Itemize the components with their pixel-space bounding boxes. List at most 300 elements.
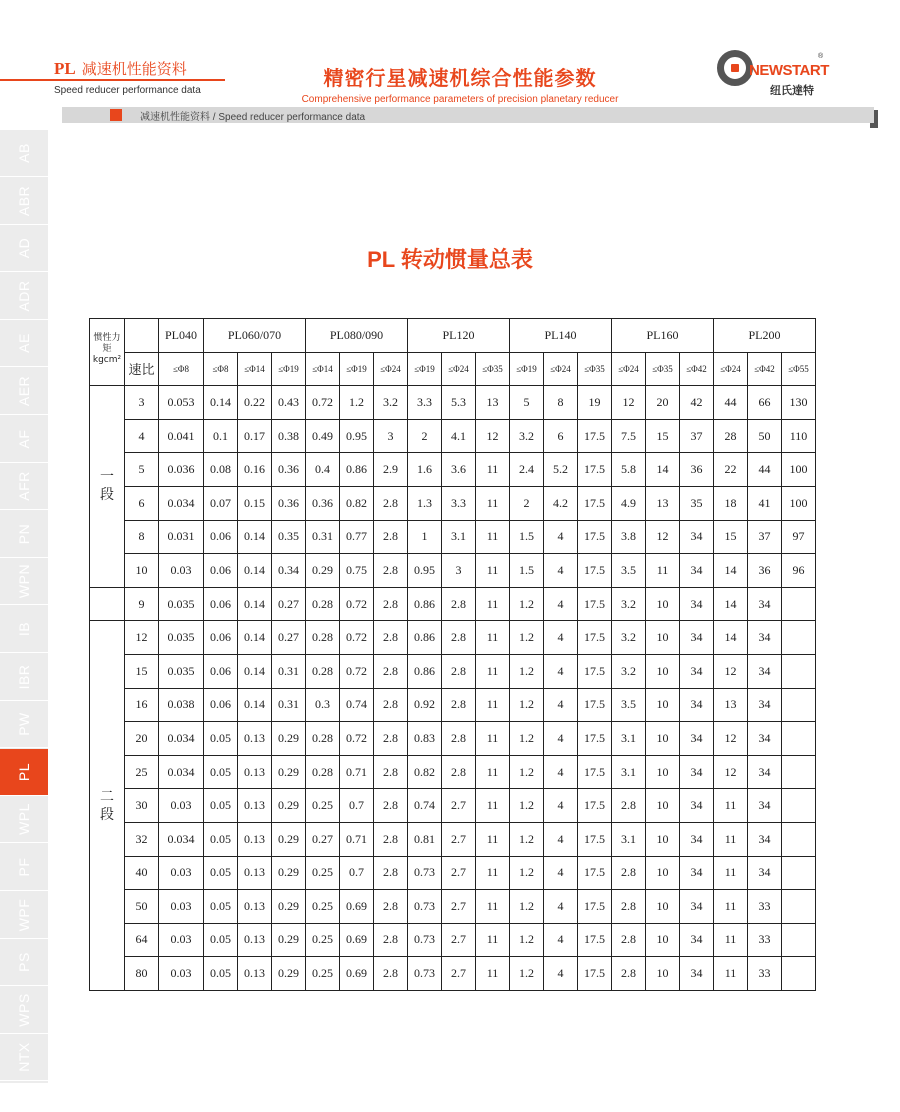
ratio-cell: 16 (125, 688, 159, 722)
inertia-cell: 12 (646, 520, 680, 554)
inertia-cell: 11 (476, 789, 510, 823)
sidebar-tab-label: AE (16, 333, 32, 354)
inertia-cell: 1.2 (510, 890, 544, 924)
sidebar-tab-label: PF (16, 857, 32, 877)
inertia-cell: 1.2 (510, 587, 544, 621)
inertia-cell: 0.14 (204, 386, 238, 420)
document-title: 精密行星减速机综合性能参数 (323, 66, 597, 90)
table-row (90, 822, 816, 856)
inertia-cell: 2.8 (442, 587, 476, 621)
inertia-cell: 0.83 (408, 722, 442, 756)
inertia-cell: 0.06 (204, 587, 238, 621)
inertia-cell: 2.8 (374, 587, 408, 621)
inertia-cell: 0.053 (159, 386, 204, 420)
sidebar-tab-ab[interactable] (0, 130, 48, 177)
inertia-cell: 0.13 (238, 957, 272, 991)
inertia-cell: 0.36 (306, 486, 340, 520)
inertia-cell (782, 654, 816, 688)
section-bar (62, 107, 874, 123)
inertia-cell: 17.5 (578, 890, 612, 924)
inertia-cell: 4.1 (442, 419, 476, 453)
inertia-cell: 0.15 (238, 486, 272, 520)
inertia-cell: 0.7 (340, 856, 374, 890)
inertia-cell: 17.5 (578, 856, 612, 890)
sidebar-tab-ae[interactable] (0, 320, 48, 367)
inertia-cell: 0.29 (272, 755, 306, 789)
inertia-cell: 4 (544, 755, 578, 789)
inertia-cell: 0.041 (159, 419, 204, 453)
inertia-cell: 34 (748, 621, 782, 655)
empty-stage-cell (90, 587, 125, 621)
inertia-cell: 0.72 (340, 587, 374, 621)
table-row (90, 654, 816, 688)
inertia-cell: 1.2 (510, 621, 544, 655)
inertia-cell: 3.2 (612, 587, 646, 621)
section-title (54, 58, 187, 79)
sidebar-tab-pw[interactable] (0, 701, 48, 748)
inertia-cell: 3.1 (612, 822, 646, 856)
inertia-cell: 0.05 (204, 856, 238, 890)
inertia-cell: 11 (476, 688, 510, 722)
ratio-cell: 9 (125, 587, 159, 621)
inertia-cell: 0.29 (272, 957, 306, 991)
inertia-cell: 4 (544, 520, 578, 554)
inertia-cell: 20 (646, 386, 680, 420)
inertia-cell: 3.2 (374, 386, 408, 420)
inertia-cell: 0.74 (340, 688, 374, 722)
inertia-cell: 17.5 (578, 587, 612, 621)
inertia-cell: 17.5 (578, 789, 612, 823)
inertia-cell: 0.03 (159, 554, 204, 588)
inertia-cell: 3.1 (442, 520, 476, 554)
ratio-cell: 64 (125, 923, 159, 957)
inertia-cell: 0.28 (306, 755, 340, 789)
inertia-cell: 2.7 (442, 856, 476, 890)
inertia-cell: 0.86 (340, 453, 374, 487)
inertia-cell: 2 (510, 486, 544, 520)
shaft-header: ≤Φ19 (272, 352, 306, 386)
table-row (90, 755, 816, 789)
inertia-cell: 0.28 (306, 621, 340, 655)
inertia-cell (782, 923, 816, 957)
inertia-cell: 0.13 (238, 923, 272, 957)
inertia-cell: 0.27 (272, 621, 306, 655)
inertia-cell: 1.6 (408, 453, 442, 487)
ratio-cell: 12 (125, 621, 159, 655)
logo-ring-icon (717, 50, 753, 86)
inertia-cell: 11 (476, 923, 510, 957)
corner-label (90, 319, 125, 386)
inertia-cell: 2.7 (442, 789, 476, 823)
inertia-cell: 2.8 (374, 722, 408, 756)
inertia-cell: 0.27 (306, 822, 340, 856)
inertia-cell: 4 (544, 587, 578, 621)
inertia-cell: 8 (544, 386, 578, 420)
inertia-cell: 11 (714, 923, 748, 957)
sidebar-tab-label: WPS (16, 993, 32, 1027)
table-row (90, 554, 816, 588)
inertia-cell: 10 (646, 789, 680, 823)
inertia-cell: 2.8 (374, 554, 408, 588)
inertia-cell: 13 (714, 688, 748, 722)
inertia-cell: 7.5 (612, 419, 646, 453)
inertia-cell: 41 (748, 486, 782, 520)
inertia-cell: 17.5 (578, 419, 612, 453)
inertia-cell: 0.35 (272, 520, 306, 554)
inertia-cell: 11 (714, 957, 748, 991)
inertia-cell: 34 (680, 722, 714, 756)
shaft-header: ≤Φ55 (782, 352, 816, 386)
inertia-cell: 0.25 (306, 856, 340, 890)
inertia-cell: 4 (544, 688, 578, 722)
inertia-cell: 12 (714, 755, 748, 789)
inertia-cell: 5 (510, 386, 544, 420)
inertia-cell (782, 688, 816, 722)
inertia-cell: 0.034 (159, 822, 204, 856)
inertia-cell (782, 621, 816, 655)
inertia-cell (782, 890, 816, 924)
inertia-cell: 3.5 (612, 554, 646, 588)
inertia-cell: 10 (646, 722, 680, 756)
inertia-cell: 2.8 (374, 688, 408, 722)
sidebar-tab-ps[interactable] (0, 939, 48, 986)
inertia-cell: 10 (646, 822, 680, 856)
inertia-cell: 0.03 (159, 890, 204, 924)
inertia-cell: 0.25 (306, 789, 340, 823)
inertia-cell: 3 (374, 419, 408, 453)
inertia-cell: 0.29 (306, 554, 340, 588)
inertia-cell: 34 (748, 587, 782, 621)
inertia-cell: 11 (476, 554, 510, 588)
inertia-cell: 44 (748, 453, 782, 487)
inertia-cell: 0.05 (204, 890, 238, 924)
shaft-header: ≤Φ8 (204, 352, 238, 386)
inertia-cell: 3.8 (612, 520, 646, 554)
bullet-square-icon (110, 109, 122, 121)
inertia-cell: 34 (680, 923, 714, 957)
logo-cn-text: 纽氏達特 (770, 85, 814, 97)
inertia-cell: 2.8 (442, 755, 476, 789)
inertia-cell: 1.2 (510, 755, 544, 789)
inertia-cell: 0.73 (408, 957, 442, 991)
header-row-models (90, 319, 816, 353)
inertia-cell: 34 (680, 688, 714, 722)
inertia-cell: 0.05 (204, 755, 238, 789)
inertia-cell: 3.2 (612, 654, 646, 688)
inertia-cell: 34 (680, 654, 714, 688)
inertia-cell: 28 (714, 419, 748, 453)
page-title: PL 转动惯量总表 (367, 247, 533, 272)
inertia-cell: 2.8 (612, 957, 646, 991)
section-bar-text: 减速机性能资料 / Speed reducer performance data (140, 112, 366, 123)
inertia-cell: 66 (748, 386, 782, 420)
inertia-cell: 17.5 (578, 688, 612, 722)
inertia-cell: 1.3 (408, 486, 442, 520)
inertia-cell: 0.75 (340, 554, 374, 588)
inertia-cell: 34 (680, 856, 714, 890)
inertia-cell: 0.07 (204, 486, 238, 520)
header-row-shafts (90, 352, 816, 386)
section-code: PL (54, 59, 76, 78)
shaft-header: ≤Φ24 (442, 352, 476, 386)
inertia-cell: 15 (714, 520, 748, 554)
inertia-cell: 1.2 (510, 722, 544, 756)
inertia-cell: 0.14 (238, 520, 272, 554)
inertia-cell: 0.69 (340, 957, 374, 991)
inertia-cell: 3.2 (612, 621, 646, 655)
sidebar-tab-label: PN (16, 523, 32, 545)
table-row (90, 520, 816, 554)
inertia-cell: 11 (714, 822, 748, 856)
inertia-cell: 13 (646, 486, 680, 520)
inertia-cell: 0.36 (272, 486, 306, 520)
sidebar-tab-ibr[interactable] (0, 654, 48, 701)
inertia-cell: 4 (544, 957, 578, 991)
sidebar-tab-af[interactable] (0, 416, 48, 463)
inertia-cell: 0.86 (408, 587, 442, 621)
inertia-cell: 3.1 (612, 722, 646, 756)
shaft-header: ≤Φ24 (612, 352, 646, 386)
inertia-cell: 34 (680, 621, 714, 655)
inertia-cell: 10 (646, 755, 680, 789)
inertia-cell: 97 (782, 520, 816, 554)
inertia-cell: 11 (646, 554, 680, 588)
ratio-cell: 5 (125, 453, 159, 487)
inertia-cell: 0.31 (306, 520, 340, 554)
inertia-cell: 2.8 (374, 621, 408, 655)
ratio-cell: 25 (125, 755, 159, 789)
sidebar-tab-label: AER (16, 375, 32, 407)
inertia-cell: 5.3 (442, 386, 476, 420)
table-row (90, 587, 816, 621)
inertia-cell: 0.03 (159, 957, 204, 991)
inertia-cell: 10 (646, 923, 680, 957)
inertia-cell: 0.73 (408, 890, 442, 924)
model-header: PL160 (612, 319, 714, 353)
sidebar-tab-pf[interactable] (0, 844, 48, 891)
inertia-cell: 0.035 (159, 621, 204, 655)
inertia-cell: 10 (646, 587, 680, 621)
table-row (90, 890, 816, 924)
inertia-cell: 0.31 (272, 688, 306, 722)
shaft-header: ≤Φ19 (408, 352, 442, 386)
inertia-cell: 0.13 (238, 890, 272, 924)
inertia-cell: 2.8 (612, 789, 646, 823)
inertia-cell: 44 (714, 386, 748, 420)
inertia-cell: 0.036 (159, 453, 204, 487)
inertia-cell: 3.1 (612, 755, 646, 789)
inertia-cell: 3.6 (442, 453, 476, 487)
inertia-cell: 34 (748, 789, 782, 823)
inertia-cell: 13 (476, 386, 510, 420)
inertia-cell: 11 (476, 890, 510, 924)
inertia-cell (782, 587, 816, 621)
inertia-cell: 0.13 (238, 856, 272, 890)
inertia-cell: 0.05 (204, 822, 238, 856)
inertia-cell: 4 (544, 554, 578, 588)
inertia-cell: 34 (680, 789, 714, 823)
inertia-cell: 33 (748, 890, 782, 924)
inertia-cell: 0.13 (238, 722, 272, 756)
inertia-cell: 2.4 (510, 453, 544, 487)
inertia-cell: 0.17 (238, 419, 272, 453)
inertia-cell: 1.2 (510, 957, 544, 991)
inertia-cell: 2.8 (612, 856, 646, 890)
inertia-cell: 0.06 (204, 688, 238, 722)
inertia-cell: 2.8 (374, 822, 408, 856)
shaft-header: ≤Φ35 (476, 352, 510, 386)
inertia-cell: 0.29 (272, 722, 306, 756)
sidebar-tab-label: IBR (16, 664, 32, 690)
inertia-cell: 110 (782, 419, 816, 453)
inertia-cell: 4 (544, 923, 578, 957)
inertia-cell: 2.8 (374, 957, 408, 991)
inertia-cell: 100 (782, 453, 816, 487)
inertia-cell: 2.8 (442, 654, 476, 688)
inertia-cell: 17.5 (578, 755, 612, 789)
inertia-cell: 17.5 (578, 453, 612, 487)
model-header: PL200 (714, 319, 816, 353)
inertia-cell: 0.72 (306, 386, 340, 420)
ratio-cell: 10 (125, 554, 159, 588)
sidebar-tab-label: AFR (16, 471, 32, 501)
inertia-cell: 11 (476, 722, 510, 756)
sidebar-tab-afr[interactable] (0, 463, 48, 510)
inertia-cell: 4 (544, 621, 578, 655)
inertia-cell: 0.49 (306, 419, 340, 453)
inertia-cell: 34 (680, 587, 714, 621)
inertia-cell: 0.25 (306, 957, 340, 991)
inertia-cell: 36 (748, 554, 782, 588)
inertia-cell: 34 (680, 554, 714, 588)
sidebar-tab-wpl[interactable] (0, 796, 48, 843)
ratio-header: 速比 (125, 352, 159, 386)
inertia-cell: 2.8 (374, 856, 408, 890)
inertia-cell: 14 (646, 453, 680, 487)
inertia-cell: 34 (748, 688, 782, 722)
inertia-cell: 11 (476, 755, 510, 789)
inertia-cell: 4 (544, 654, 578, 688)
sidebar-tab-pn[interactable] (0, 511, 48, 558)
inertia-cell: 12 (714, 722, 748, 756)
inertia-cell: 11 (714, 789, 748, 823)
inertia-cell: 22 (714, 453, 748, 487)
inertia-cell: 0.03 (159, 789, 204, 823)
inertia-cell: 2.8 (374, 789, 408, 823)
sidebar-tab-ntx[interactable] (0, 1034, 48, 1081)
inertia-cell (782, 856, 816, 890)
corner-label-line2: 矩 (102, 344, 112, 354)
inertia-cell: 0.06 (204, 520, 238, 554)
inertia-cell: 0.72 (340, 654, 374, 688)
inertia-cell: 11 (476, 587, 510, 621)
inertia-cell: 37 (680, 419, 714, 453)
inertia-cell: 3.3 (442, 486, 476, 520)
inertia-cell: 0.14 (238, 554, 272, 588)
inertia-cell: 1.2 (510, 654, 544, 688)
inertia-cell: 2.7 (442, 957, 476, 991)
inertia-cell: 0.81 (408, 822, 442, 856)
stage-label-2: 二 段 (90, 621, 125, 991)
inertia-cell: 0.28 (306, 654, 340, 688)
inertia-cell: 33 (748, 957, 782, 991)
inertia-cell: 17.5 (578, 822, 612, 856)
inertia-cell: 11 (476, 957, 510, 991)
inertia-cell: 0.95 (408, 554, 442, 588)
table-row (90, 419, 816, 453)
inertia-cell: 17.5 (578, 621, 612, 655)
inertia-cell: 0.25 (306, 923, 340, 957)
inertia-cell: 2.8 (374, 890, 408, 924)
shaft-header: ≤Φ24 (714, 352, 748, 386)
inertia-cell: 19 (578, 386, 612, 420)
inertia-cell: 17.5 (578, 486, 612, 520)
sidebar-tab-label: AF (16, 429, 32, 449)
inertia-cell: 10 (646, 957, 680, 991)
inertia-cell: 0.71 (340, 755, 374, 789)
inertia-cell: 11 (476, 520, 510, 554)
sidebar-tab-abr[interactable] (0, 178, 48, 225)
sidebar-tab-wps[interactable] (0, 987, 48, 1034)
inertia-cell: 4 (544, 890, 578, 924)
section-title-cn: 减速机性能资料 (81, 60, 187, 78)
inertia-cell: 37 (748, 520, 782, 554)
inertia-cell: 0.16 (238, 453, 272, 487)
inertia-cell (782, 789, 816, 823)
sidebar-tab-ib[interactable] (0, 606, 48, 653)
empty-cell (125, 319, 159, 353)
inertia-cell: 2.7 (442, 822, 476, 856)
inertia-cell: 0.4 (306, 453, 340, 487)
divider (0, 79, 225, 81)
logo-registered-mark: ® (818, 53, 824, 60)
sidebar-tab-pl[interactable] (0, 749, 48, 796)
inertia-cell: 11 (476, 453, 510, 487)
inertia-cell: 0.95 (340, 419, 374, 453)
inertia-cell: 10 (646, 890, 680, 924)
inertia-cell: 0.25 (306, 890, 340, 924)
sidebar-tab-label: IB (16, 621, 32, 637)
shaft-header: ≤Φ42 (680, 352, 714, 386)
sidebar-tab-aer[interactable] (0, 368, 48, 415)
inertia-cell: 10 (646, 688, 680, 722)
shaft-header: ≤Φ24 (544, 352, 578, 386)
inertia-cell: 34 (748, 822, 782, 856)
inertia-cell: 34 (748, 722, 782, 756)
inertia-cell: 2.8 (374, 755, 408, 789)
inertia-cell: 0.034 (159, 722, 204, 756)
inertia-cell: 1 (408, 520, 442, 554)
inertia-cell: 5.8 (612, 453, 646, 487)
inertia-table (89, 318, 816, 991)
inertia-cell: 1.2 (340, 386, 374, 420)
sidebar-tab-adr[interactable] (0, 273, 48, 320)
inertia-cell: 36 (680, 453, 714, 487)
inertia-cell: 4 (544, 856, 578, 890)
corner-unit: kgcm² (92, 355, 122, 365)
inertia-cell: 2.8 (374, 520, 408, 554)
inertia-cell: 0.22 (238, 386, 272, 420)
inertia-cell: 0.69 (340, 923, 374, 957)
inertia-cell: 2.8 (612, 890, 646, 924)
inertia-cell: 0.7 (340, 789, 374, 823)
ratio-cell: 4 (125, 419, 159, 453)
sidebar-tab-wpf[interactable] (0, 892, 48, 939)
inertia-cell: 130 (782, 386, 816, 420)
inertia-cell: 35 (680, 486, 714, 520)
inertia-cell: 0.92 (408, 688, 442, 722)
sidebar-tab-wpn[interactable] (0, 558, 48, 605)
